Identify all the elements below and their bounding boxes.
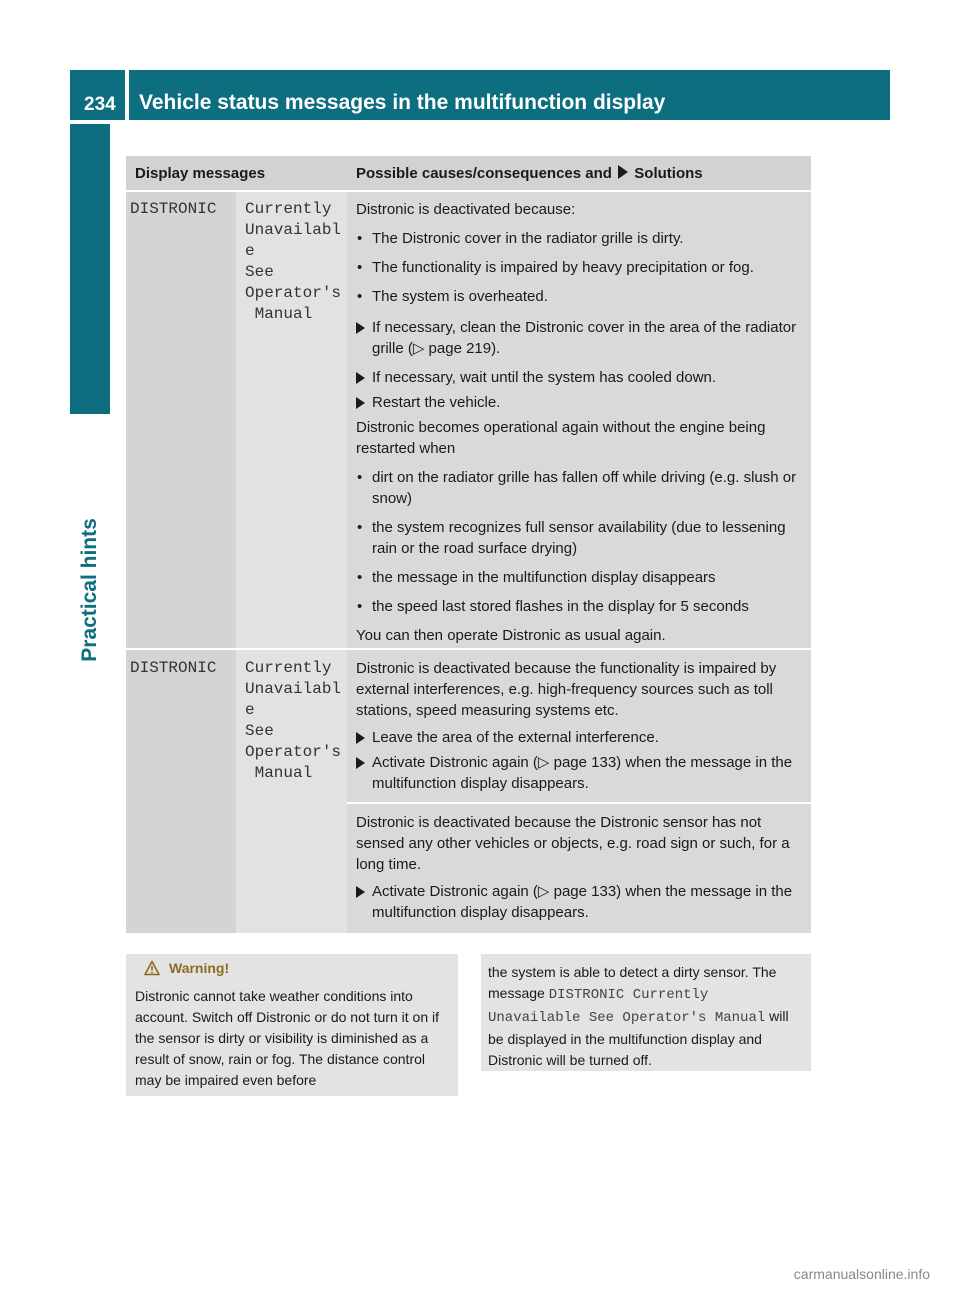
row1-code-cell [126,192,236,648]
warning-text-left: Distronic cannot take weather conditions into account. Switch off Distronic or do not turn it on if the sensor is dirty or visibility is diminished as a result of snow, rain or fog. The distance control may be impaired even before [135,988,440,1088]
list-item: • The functionality is impaired by heavy precipitation or fog. [357,259,754,276]
list-item: If necessary, clean the Distronic cover in the area of the radiator grille (▷ page 219). [356,317,806,359]
table-header-display-messages: Display messages [126,156,347,190]
list-item: Restart the vehicle. [356,392,806,413]
list-item: • the speed last stored flashes in the display for 5 seconds [357,598,749,615]
watermark: carmanualsonline.info [793,1266,930,1282]
warning-text-right: the system is able to detect a dirty sensor. The message DISTRONIC Currently Unavailable See Operator's Manual will be displayed in the multifunction display and Distronic will be turned off. [488,964,789,1068]
list-item: • the system recognizes full sensor availability (due to lessening rain or the road surface drying) [357,519,786,557]
list-item: • the message in the multifunction display disappears [357,569,716,586]
list-item: Activate Distronic again (▷ page 133) when the message in the multifunction display disappears. [356,752,806,794]
page-number: 234 [70,70,125,120]
list-item: • The system is overheated. [357,288,548,305]
warning-box-continued [481,954,811,1071]
warning-box [126,954,458,1096]
display-code: DISTRONIC [130,200,217,218]
row1-description: Distronic is deactivated because: • The Distronic cover in the radiator grille is dirty. • The functionality is impaired by heavy precipitation or fog. • The system is overheated. If necessary, clean the Distronic cover in the area of the radiator grille (▷ page 219). If necessary, wait until the system has cooled down. Restart the vehicle. Distronic becomes operational again without the engine being restarted when • dirt on the radiator grille has fallen off while driving (e.g. slush or snow) • the system recognizes full sensor availability (due to lessening rain or the road surface drying) • the message in the multifunction display disappears • the speed last stored flashes in the display for 5 seconds You can then operate Distronic as usual again. [356,199,806,646]
table-header-solutions: Possible causes/consequences and Solutions [347,156,811,190]
row2-description-b: Distronic is deactivated because the Distronic sensor has not sensed any other vehicles or objects, e.g. road sign or such, for a long time. Activate Distronic again (▷ page 133) when the message in the multifunction display disappears. [356,812,806,923]
list-item: Leave the area of the external interference. [356,727,806,748]
section-label: Practical hints [78,518,101,662]
arrow-icon [618,165,628,179]
list-item: • The Distronic cover in the radiator grille is dirty. [357,230,684,247]
row2-code-cell [126,650,236,933]
row2-description-a: Distronic is deactivated because the functionality is impaired by external interferences, e.g. high-frequency sources such as toll stations, speed measuring systems etc. Leave the area of the external interference. Activate Distronic again (▷ page 133) when the message in the multifunction display disappears. [356,658,806,794]
section-tab [70,124,110,414]
list-item: Activate Distronic again (▷ page 133) when the message in the multifunction display disappears. [356,881,806,923]
display-message: Currently Unavailabl e See Operator's Manual [245,659,342,782]
list-item: If necessary, wait until the system has cooled down. [356,367,806,388]
list-item: • dirt on the radiator grille has fallen off while driving (e.g. slush or snow) [357,469,797,507]
display-message: Currently Unavailabl e See Operator's Manual [245,200,342,323]
display-code: DISTRONIC [130,659,217,677]
warning-title: Warning! [169,960,230,976]
warning-icon [144,960,160,976]
page-title: Vehicle status messages in the multifunction display [129,70,890,120]
